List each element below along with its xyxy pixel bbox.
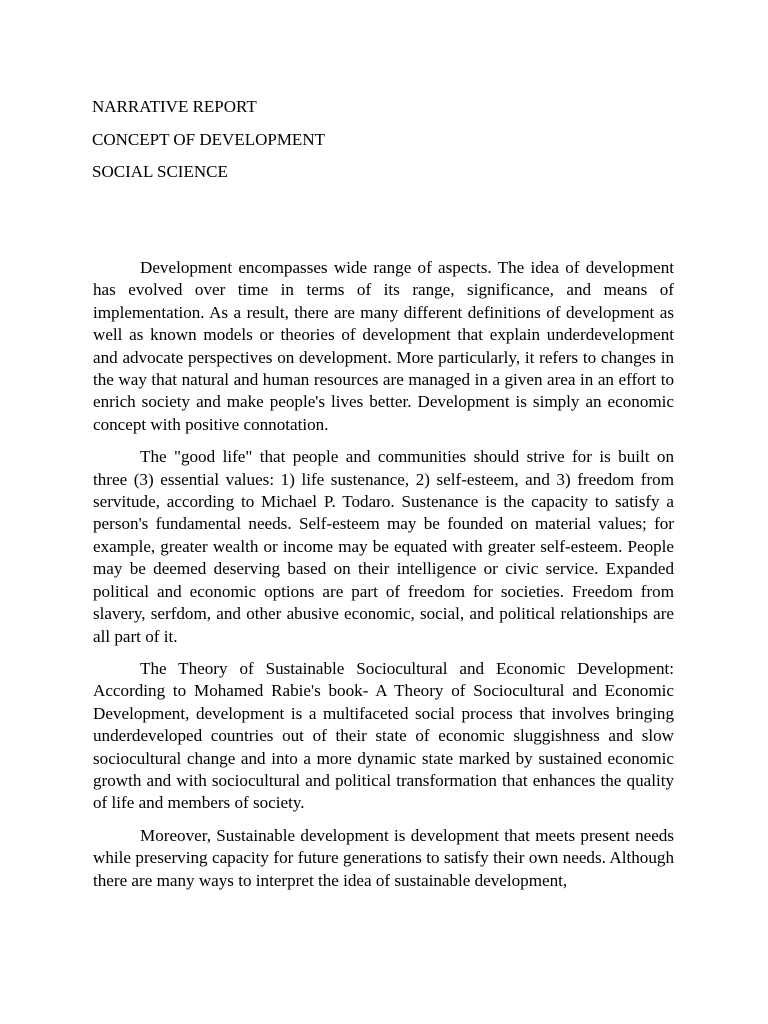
- paragraph-good-life-values: The "good life" that people and communities should strive for is built on three (3) essential values: 1) life sustenance, 2) self-esteem, and 3) freedom from servitude, according to Michael P. Todaro. Sustenance is the capacity to satisfy a person's fundamental needs. Self-esteem may be founded on material values; for example, greater wealth or income may be equated with greater self-esteem. People may be deemed deserving based on their intelligence or civic service. Expanded political and economic options are part of freedom for societies. Freedom from slavery, serfdom, and other abusive economic, social, and political relationships are all part of it.: [93, 447, 674, 646]
- paragraph-sustainable-development: Moreover, Sustainable development is development that meets present needs while preserving capacity for future generations to satisfy their own needs. Although there are many ways to interpret the idea of sustainable development,: [93, 825, 674, 890]
- report-type-heading: NARRATIVE REPORT: [92, 97, 257, 116]
- document-body: [93, 257, 674, 902]
- report-topic-heading: CONCEPT OF DEVELOPMENT: [92, 129, 325, 149]
- paragraph-development-definition: Development encompasses wide range of aspects. The idea of development has evolved over time in terms of its range, significance, and means of implementation. As a result, there are many different definitions of development as well as known models or theories of development that explain underdevelopment and advocate perspectives on development. More particularly, it refers to changes in the way that natural and human resources are managed in a given area in an effort to enrich society and make people's lives better. Development is simply an economic concept with positive connotation.: [93, 258, 674, 434]
- document-header: [92, 96, 682, 194]
- paragraph-sustainable-theory: The Theory of Sustainable Sociocultural and Economic Development: According to Mohamed Rabie's book- A Theory of Sociocultural and Economic Development, development is a multifaceted social process that involves bringing underdeveloped countries out of their state of economic sluggishness and slow sociocultural change and into a more dynamic state marked by sustained economic growth and with sociocultural and political transformation that enhances the quality of life and members of society.: [93, 658, 674, 813]
- subject-heading: SOCIAL SCIENCE: [92, 162, 228, 181]
